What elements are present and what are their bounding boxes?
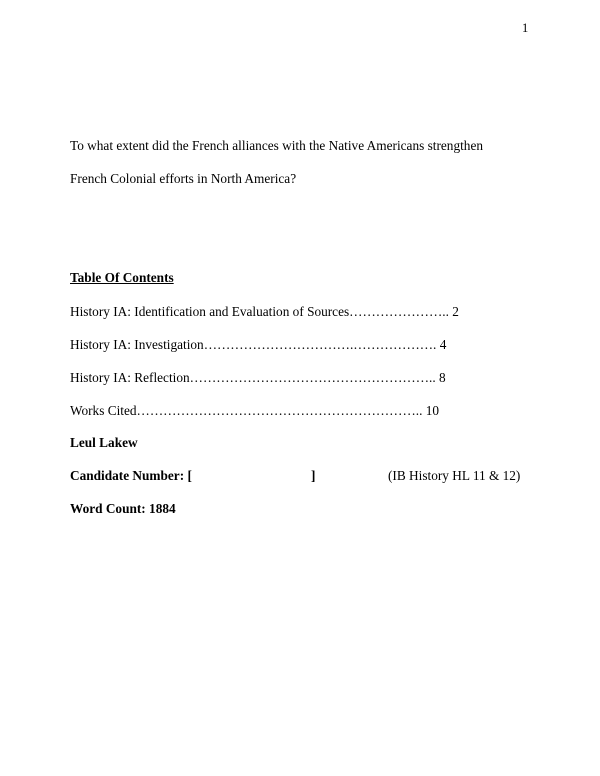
research-question-line-1: To what extent did the French alliances with the Native Americans strengthen <box>70 138 483 153</box>
page-number: 1 <box>522 21 529 35</box>
word-count: Word Count: 1884 <box>70 501 176 516</box>
toc-entry-investigation: History IA: Investigation…………………………….………………. 4 <box>70 337 447 352</box>
toc-entry-reflection: History IA: Reflection……………………………………………….. 8 <box>70 370 446 385</box>
candidate-number-label: Candidate Number: [ <box>70 468 192 483</box>
author-name: Leul Lakew <box>70 435 138 450</box>
toc-entry-sources: History IA: Identification and Evaluation of Sources………………….. 2 <box>70 304 459 319</box>
toc-entry-works-cited: Works Cited……………………………………………………….. 10 <box>70 403 440 418</box>
candidate-number-close-bracket: ] <box>311 468 316 483</box>
research-question-line-2: French Colonial efforts in North America? <box>70 171 297 186</box>
course-label: (IB History HL 11 & 12) <box>388 468 521 483</box>
toc-heading: Table Of Contents <box>70 270 174 285</box>
